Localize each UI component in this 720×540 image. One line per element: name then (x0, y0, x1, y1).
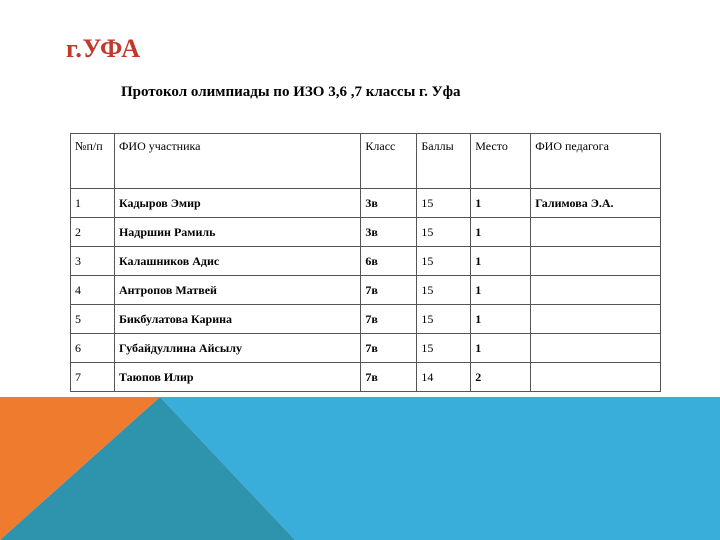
cell-grade: 7в (361, 276, 417, 305)
cell-number: 4 (71, 276, 115, 305)
city-title: г.УФА (66, 34, 141, 63)
cell-grade: 6в (361, 247, 417, 276)
cell-place: 1 (471, 305, 531, 334)
cell-number: 3 (71, 247, 115, 276)
cell-number: 6 (71, 334, 115, 363)
cell-number: 5 (71, 305, 115, 334)
cell-grade: 3в (361, 218, 417, 247)
cell-score: 15 (417, 189, 471, 218)
cell-grade: 7в (361, 363, 417, 392)
cell-score: 14 (417, 363, 471, 392)
cell-place: 2 (471, 363, 531, 392)
cell-score: 15 (417, 334, 471, 363)
cell-number: 7 (71, 363, 115, 392)
cell-participant: Кадыров Эмир (114, 189, 360, 218)
cell-participant: Таюпов Илир (114, 363, 360, 392)
cell-participant: Надршин Рамиль (114, 218, 360, 247)
cell-score: 15 (417, 305, 471, 334)
column-header-grade: Класс (361, 134, 417, 189)
cell-grade: 3в (361, 189, 417, 218)
cell-place: 1 (471, 247, 531, 276)
cell-number: 2 (71, 218, 115, 247)
cell-participant: Антропов Матвей (114, 276, 360, 305)
column-header-teacher: ФИО педагога (531, 134, 661, 189)
cell-place: 1 (471, 276, 531, 305)
cell-participant: Калашников Адис (114, 247, 360, 276)
column-header-score: Баллы (417, 134, 471, 189)
cell-number: 1 (71, 189, 115, 218)
cell-place: 1 (471, 334, 531, 363)
cell-teacher: Галимова Э.А. (531, 189, 661, 218)
column-header-number: №п/п (71, 134, 115, 189)
cell-place: 1 (471, 189, 531, 218)
protocol-heading: Протокол олимпиады по ИЗО 3,6 ,7 классы г. Уфа (121, 84, 461, 100)
cell-score: 15 (417, 247, 471, 276)
cell-participant: Бикбулатова Карина (114, 305, 360, 334)
cell-score: 15 (417, 276, 471, 305)
cell-score: 15 (417, 218, 471, 247)
cell-place: 1 (471, 218, 531, 247)
cell-grade: 7в (361, 334, 417, 363)
cell-grade: 7в (361, 305, 417, 334)
column-header-place: Место (471, 134, 531, 189)
column-header-participant: ФИО участника (114, 134, 360, 189)
cell-participant: Губайдуллина Айсылу (114, 334, 360, 363)
